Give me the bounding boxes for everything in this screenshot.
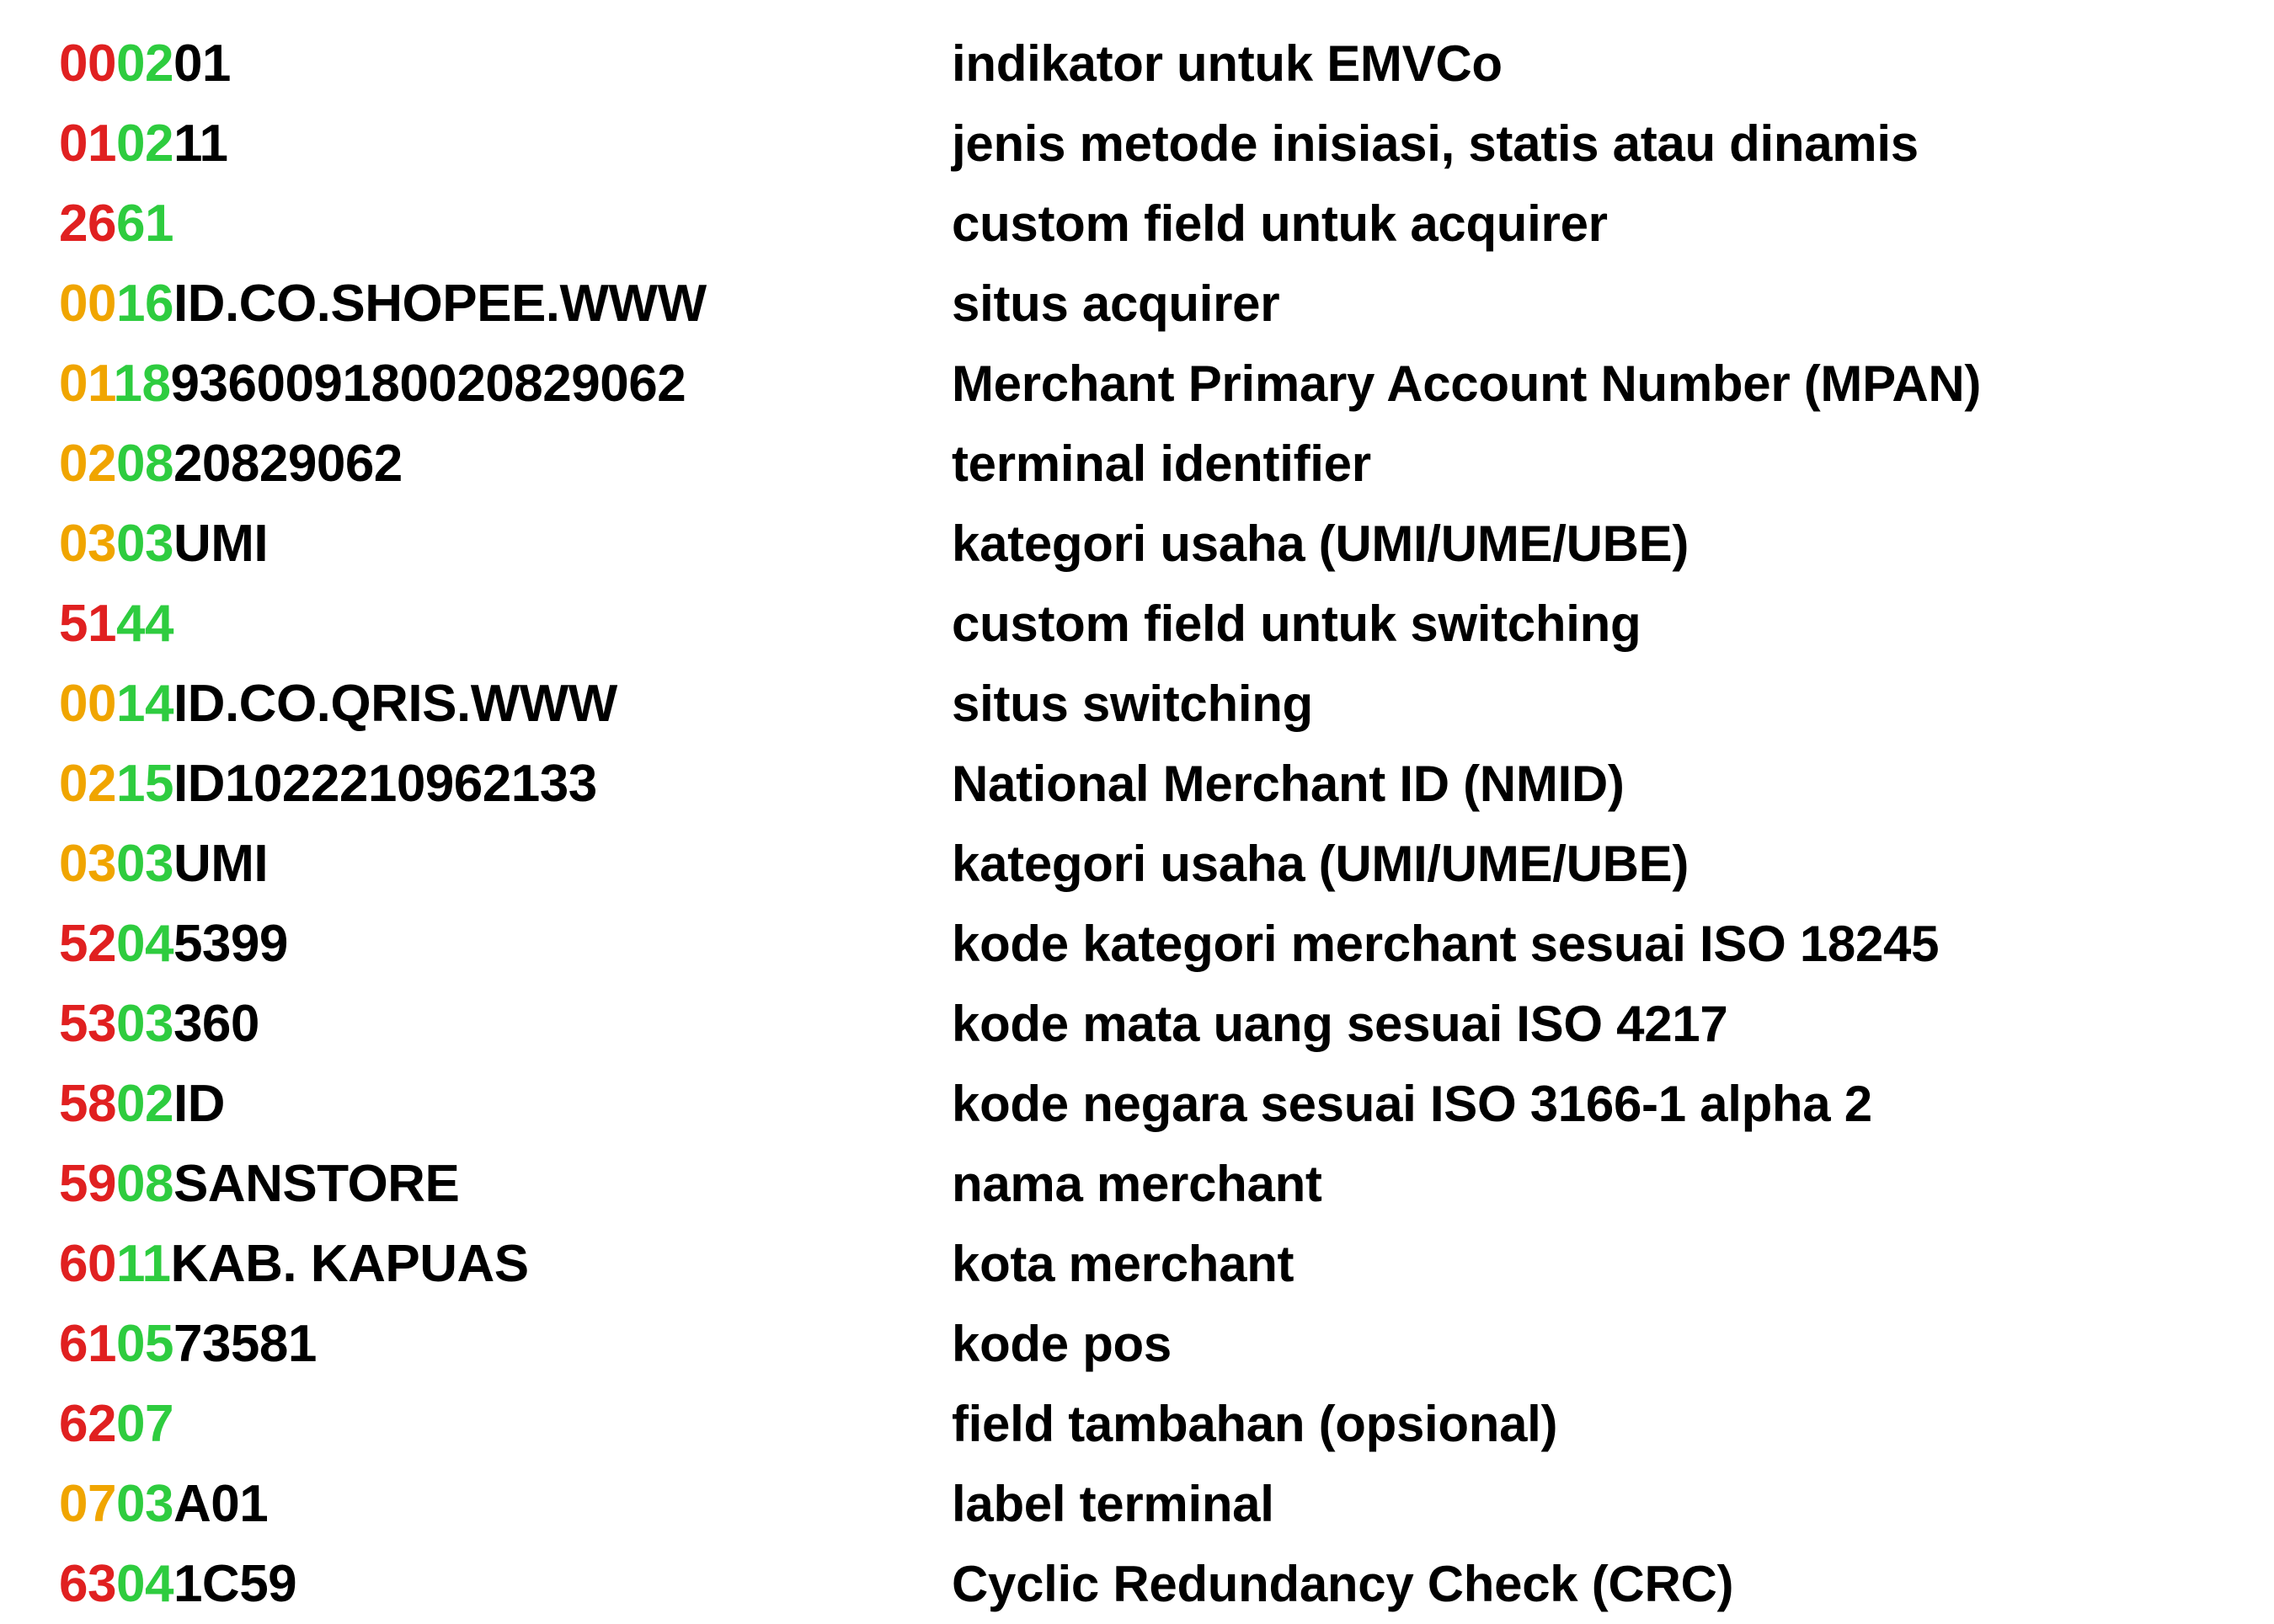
payload-code-cell: [59, 664, 952, 744]
table-row: [59, 504, 2274, 584]
payload-code-cell: [59, 1224, 952, 1304]
tag-description: National Merchant ID (NMID): [952, 756, 1625, 812]
table-row: [59, 104, 2274, 184]
payload-code-cell: [59, 1544, 952, 1624]
tag-value: ID1022210962133: [173, 755, 597, 813]
table-row: [59, 984, 2274, 1064]
tag-value: 5399: [173, 915, 288, 973]
tag-value: A01: [173, 1475, 269, 1533]
tag-id: 51: [59, 595, 116, 653]
table-row: [59, 584, 2274, 664]
tag-description: situs switching: [952, 676, 1313, 732]
table-row: [59, 1544, 2274, 1624]
tag-description: kode kategori merchant sesuai ISO 18245: [952, 916, 1940, 972]
table-row: [59, 1464, 2274, 1544]
payload-code-cell: [59, 1464, 952, 1544]
tag-description: kode mata uang sesuai ISO 4217: [952, 996, 1728, 1052]
tag-length: 15: [115, 755, 173, 813]
tag-id: 58: [59, 1075, 116, 1133]
tag-value: 936009180020829062: [170, 355, 686, 413]
table-row: [59, 344, 2274, 424]
payload-code-cell: [59, 264, 952, 344]
payload-code-cell: [59, 424, 952, 504]
tag-value: 11: [173, 115, 228, 173]
payload-code-cell: [59, 744, 952, 824]
tag-description: kategori usaha (UMI/UME/UBE): [952, 836, 1689, 892]
tag-value: SANSTORE: [173, 1155, 460, 1213]
tag-length: 04: [115, 1555, 173, 1613]
tag-length: 07: [115, 1395, 173, 1453]
tag-description: custom field untuk switching: [952, 596, 1641, 652]
tag-description: indikator untuk EMVCo: [952, 35, 1503, 92]
tag-id: 00: [59, 35, 116, 93]
tag-description: Cyclic Redundancy Check (CRC): [952, 1556, 1734, 1612]
payload-code-cell: [59, 904, 952, 984]
tag-length: 11: [115, 1235, 171, 1293]
tag-length: 05: [115, 1315, 173, 1373]
tag-id: 02: [59, 755, 116, 813]
tag-value: ID.CO.SHOPEE.WWW: [173, 275, 707, 333]
table-row: [59, 1224, 2274, 1304]
tag-value: ID.CO.QRIS.WWW: [173, 675, 617, 733]
tag-length: 03: [115, 835, 173, 893]
payload-code-cell: [59, 184, 952, 264]
tag-length: 02: [115, 1075, 173, 1133]
tag-value: UMI: [173, 515, 269, 573]
payload-code-cell: [59, 584, 952, 664]
table-row: [59, 1144, 2274, 1224]
table-row: [59, 1384, 2274, 1464]
tag-value: 73581: [173, 1315, 317, 1373]
tag-description: kode pos: [952, 1316, 1172, 1372]
tag-description: terminal identifier: [952, 435, 1371, 492]
tag-length: 08: [115, 1155, 173, 1213]
table-row: [59, 1304, 2274, 1384]
payload-code-cell: [59, 1304, 952, 1384]
tag-id: 61: [59, 1315, 116, 1373]
tag-id: 02: [59, 435, 116, 493]
tag-length: 03: [115, 1475, 173, 1533]
table-row: [59, 664, 2274, 744]
tag-value: 20829062: [173, 435, 403, 493]
tag-description: situs acquirer: [952, 275, 1280, 332]
table-row: [59, 184, 2274, 264]
payload-code-cell: [59, 24, 952, 104]
tag-id: 03: [59, 515, 116, 573]
tag-id: 60: [59, 1235, 116, 1293]
tag-length: 03: [115, 995, 173, 1053]
tag-length: 44: [115, 595, 173, 653]
tag-description: field tambahan (opsional): [952, 1396, 1558, 1452]
tag-id: 26: [59, 195, 116, 253]
tag-id: 52: [59, 915, 116, 973]
payload-code-cell: [59, 344, 952, 424]
payload-code-cell: [59, 984, 952, 1064]
tag-description: kota merchant: [952, 1236, 1294, 1292]
tag-value: 360: [173, 995, 259, 1053]
tag-length: 08: [115, 435, 173, 493]
tag-id: 01: [59, 355, 114, 413]
table-row: [59, 824, 2274, 904]
payload-row-list: [59, 24, 2274, 1624]
tag-length: 16: [115, 275, 173, 333]
table-row: [59, 1064, 2274, 1144]
table-row: [59, 24, 2274, 104]
tag-length: 03: [115, 515, 173, 573]
tag-description: label terminal: [952, 1476, 1274, 1532]
payload-code-cell: [59, 824, 952, 904]
tag-length: 61: [115, 195, 173, 253]
tag-id: 00: [59, 275, 116, 333]
tag-value: ID: [173, 1075, 225, 1133]
tag-description: kode negara sesuai ISO 3166-1 alpha 2: [952, 1076, 1872, 1132]
tag-description: jenis metode inisiasi, statis atau dinamis: [952, 115, 1919, 172]
tag-id: 62: [59, 1395, 116, 1453]
tag-id: 00: [59, 675, 116, 733]
tag-value: 01: [173, 35, 231, 93]
tag-value: UMI: [173, 835, 269, 893]
tag-id: 07: [59, 1475, 116, 1533]
table-row: [59, 904, 2274, 984]
payload-code-cell: [59, 1384, 952, 1464]
tag-description: nama merchant: [952, 1156, 1322, 1212]
tag-id: 01: [59, 115, 116, 173]
tag-length: 02: [115, 35, 173, 93]
tag-length: 14: [115, 675, 173, 733]
tag-id: 63: [59, 1555, 116, 1613]
tag-id: 03: [59, 835, 116, 893]
payload-code-cell: [59, 504, 952, 584]
payload-code-cell: [59, 104, 952, 184]
tag-length: 02: [115, 115, 173, 173]
table-row: [59, 744, 2274, 824]
table-row: [59, 264, 2274, 344]
tag-id: 53: [59, 995, 116, 1053]
tag-length: 18: [113, 355, 171, 413]
payload-code-cell: [59, 1064, 952, 1144]
tag-length: 04: [115, 915, 173, 973]
tag-value: 1C59: [173, 1555, 297, 1613]
tag-description: Merchant Primary Account Number (MPAN): [952, 355, 1982, 412]
payload-code-cell: [59, 1144, 952, 1224]
tag-value: KAB. KAPUAS: [170, 1235, 529, 1293]
tag-id: 59: [59, 1155, 116, 1213]
tag-description: custom field untuk acquirer: [952, 195, 1608, 252]
table-row: [59, 424, 2274, 504]
tag-description: kategori usaha (UMI/UME/UBE): [952, 516, 1689, 572]
